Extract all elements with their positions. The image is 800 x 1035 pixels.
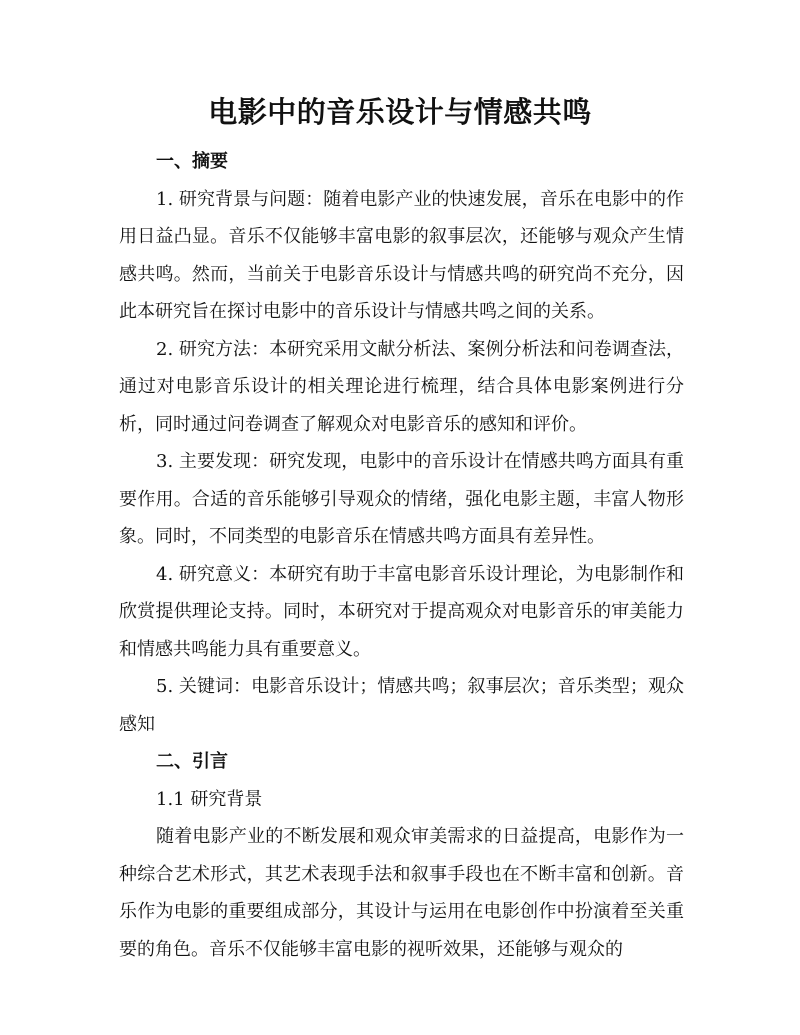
abstract-item-1: 1. 研究背景与问题：随着电影产业的快速发展，音乐在电影中的作用日益凸显。音乐不仅能够丰富电影的叙事层次，还能够与观众产生情感共鸣。然而，当前关于电影音乐设计与情感共鸣的研究尚不充分，因此本研究旨在探讨电影中的音乐设计与情感共鸣之间的关系。 (119, 188, 684, 322)
intro-paragraph: 随着电影产业的不断发展和观众审美需求的日益提高，电影作为一种综合艺术形式，其艺术表现手法和叙事手段也在不断丰富和创新。音乐作为电影的重要组成部分，其设计与运用在电影创作中扮演着至关重要的角色。音乐不仅能够丰富电影的视听效果，还能够与观众的 (119, 826, 684, 960)
abstract-item-3: 3. 主要发现：研究发现，电影中的音乐设计在情感共鸣方面具有重要作用。合适的音乐能够引导观众的情绪，强化电影主题，丰富人物形象。同时，不同类型的电影音乐在情感共鸣方面具有差异性。 (119, 451, 684, 547)
document-title: 电影中的音乐设计与情感共鸣 (208, 95, 592, 129)
abstract-item-4: 4. 研究意义：本研究有助于丰富电影音乐设计理论，为电影制作和欣赏提供理论支持。同时，本研究对于提高观众对电影音乐的审美能力和情感共鸣能力具有重要意义。 (119, 563, 684, 660)
intro-subheading: 1.1 研究背景 (156, 788, 263, 810)
abstract-item-2: 2. 研究方法：本研究采用文献分析法、案例分析法和问卷调查法，通过对电影音乐设计的相关理论进行梳理，结合具体电影案例进行分析，同时通过问卷调查了解观众对电影音乐的感知和评价。 (119, 338, 684, 435)
abstract-heading: 一、摘要 (156, 151, 228, 172)
intro-heading: 二、引言 (156, 751, 228, 772)
abstract-item-5: 5. 关键词：电影音乐设计；情感共鸣；叙事层次；音乐类型；观众感知 (119, 676, 684, 735)
document-body (119, 143, 684, 968)
